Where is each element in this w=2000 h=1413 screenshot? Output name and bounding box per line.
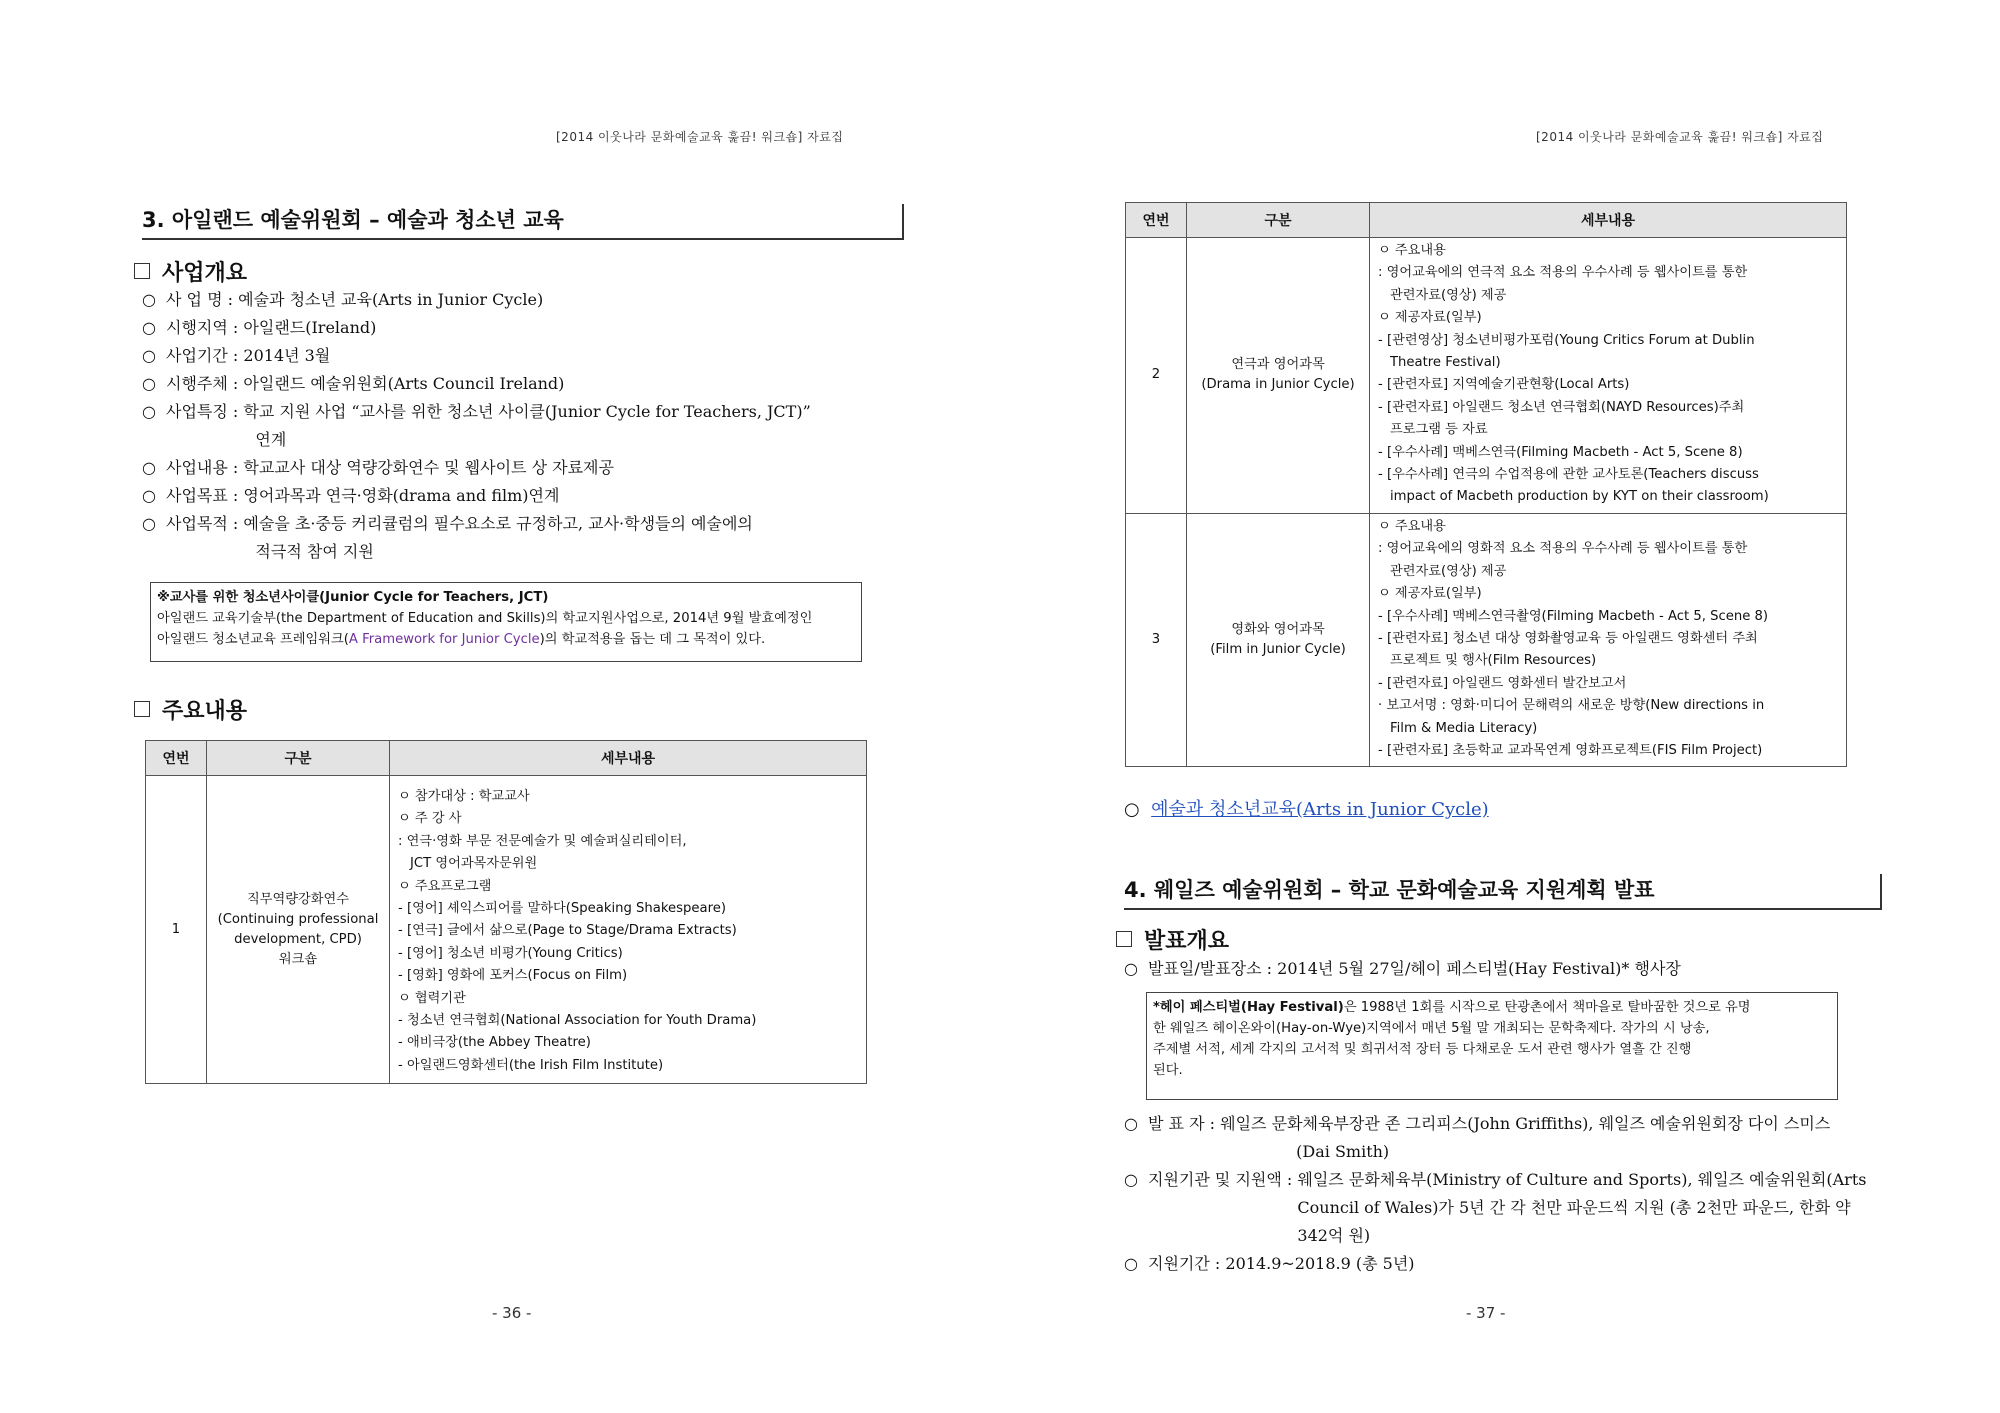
right-page [1000, 0, 2000, 1413]
list-item: ○ 사업목적 : 예술을 초·중등 커리큘럼의 필수요소로 규정하고, 교사·학생들의 예술에의 적극적 참여 지원 [142, 510, 882, 566]
row-number: 1 [146, 776, 207, 1084]
list-item: ○ 발 표 자 : 웨일즈 문화체육부장관 존 그리피스(John Griffiths), 웨일즈 예술위원회장 다이 스미스 (Dai Smith) [1124, 1110, 1884, 1166]
page-number: - 37 - [1466, 1304, 1506, 1322]
content-table-left [145, 740, 867, 1084]
row-details: ㅇ 주요내용 : 영어교육에의 연극적 요소 적용의 우수사례 등 웹사이트를 통한 관련자료(영상) 제공 ㅇ 제공자료(일부) - [관련영상] 청소년비평가포럼(Young Critics Forum at Dublin Theatre Festival) - [관련자료] 지역예술기관현황(Local Arts) - [관련자료] 아일랜드 청소년 연극협회(NAYD Resources)주최 프로그램 등 자료 - [우수사례] 맥베스연극(Filming Macbeth - Act 5, Scene 8) - [우수사례] 연극의 수업적용에 관한 교사토론(Teachers discuss impact of Macbeth production by KYT on their classroom) [1370, 238, 1847, 514]
table-row [1126, 238, 1847, 514]
list-item: ○ 사업목표 : 영어과목과 연극·영화(drama and film)연계 [142, 482, 882, 510]
row-category: 연극과 영어과목 (Drama in Junior Cycle) [1187, 238, 1370, 514]
row-category: 영화와 영어과목 (Film in Junior Cycle) [1187, 513, 1370, 766]
reference-link-line [1124, 795, 1489, 821]
overview-heading: 사업개요 [134, 256, 247, 287]
circle-bullet-icon: ○ [142, 318, 156, 337]
list-item: ○ 사업기간 : 2014년 3월 [142, 342, 882, 370]
list-item: ○ 사업내용 : 학교교사 대상 역량강화연수 및 웹사이트 상 자료제공 [142, 454, 882, 482]
circle-bullet-icon: ○ [142, 374, 156, 393]
col-header-category: 구분 [207, 741, 390, 776]
running-header: [2014 이웃나라 문화예술교육 훑끔! 워크숍] 자료집 [556, 130, 844, 144]
overview-list [142, 286, 882, 566]
list-item: ○ 사 업 명 : 예술과 청소년 교육(Arts in Junior Cycle) [142, 286, 882, 314]
list-item: ○ 지원기관 및 지원액 : 웨일즈 문화체육부(Ministry of Culture and Sports), 웨일즈 예술위원회(Arts Council of Wales)가 5년 간 각 천만 파운드씩 지원 (총 2천만 파운드, 한화 약 342억 원) [1124, 1166, 1884, 1250]
page-number: - 36 - [492, 1304, 532, 1322]
content-table-right [1125, 202, 1847, 767]
note-title: ※교사를 위한 청소년사이클(Junior Cycle for Teachers, JCT) [157, 590, 549, 605]
circle-bullet-icon: ○ [1124, 1114, 1138, 1133]
circle-bullet-icon: ○ [142, 290, 156, 309]
checkbox-square-icon [134, 701, 150, 717]
col-header-no: 연번 [146, 741, 207, 776]
col-header-detail: 세부내용 [390, 741, 867, 776]
note-line: 아일랜드 청소년교육 프레임워크(A Framework for Junior Cycle)의 학교적용을 돕는 데 그 목적이 있다. [157, 632, 766, 647]
jct-note-box [150, 582, 862, 662]
section-title: 3. 아일랜드 예술위원회 – 예술과 청소년 교육 [142, 204, 904, 240]
note-line: 아일랜드 교육기술부(the Department of Education and Skills)의 학교지원사업으로, 2014년 9월 발효예정인 [157, 611, 813, 626]
announce-heading: 발표개요 [1116, 924, 1229, 955]
col-header-category: 구분 [1187, 203, 1370, 238]
announce-date-item [1124, 955, 1884, 983]
col-header-detail: 세부내용 [1370, 203, 1847, 238]
circle-bullet-icon: ○ [142, 402, 156, 421]
list-item: ○ 발표일/발표장소 : 2014년 5월 27일/헤이 페스티벌(Hay Festival)* 행사장 [1124, 955, 1884, 983]
content-heading: 주요내용 [134, 694, 247, 725]
circle-bullet-icon: ○ [142, 458, 156, 477]
note-line: 주제별 서적, 세계 각지의 고서적 및 희귀서적 장터 등 다채로운 도서 관련 행사가 열흘 간 진행 [1153, 1042, 1692, 1057]
hay-festival-note-box: *헤이 페스티벌(Hay Festival)은 1988년 1회를 시작으로 탄광촌에서 책마을로 탈바꿈한 것으로 유명 한 웨일즈 헤이온와이(Hay-on-Wye)지역에서 매년 5월 말 개최되는 문학축제다. 작가의 시 낭송, 주제별 서적, 세계 각지의 고서적 및 희귀서적 장터 등 다채로운 도서 관련 행사가 열흘 간 진행 된다. [1146, 992, 1838, 1100]
row-number: 3 [1126, 513, 1187, 766]
framework-link[interactable]: A Framework for Junior Cycle [348, 632, 540, 647]
circle-bullet-icon: ○ [142, 514, 156, 533]
checkbox-square-icon [1116, 931, 1132, 947]
circle-bullet-icon: ○ [1124, 799, 1152, 820]
row-category: 직무역량강화연수 (Continuing professional development, CPD) 워크숍 [207, 776, 390, 1084]
circle-bullet-icon: ○ [1124, 959, 1138, 978]
col-header-no: 연번 [1126, 203, 1187, 238]
table-row [1126, 513, 1847, 766]
note-title: *헤이 페스티벌(Hay Festival) [1153, 1000, 1344, 1015]
list-item: ○ 시행주체 : 아일랜드 예술위원회(Arts Council Ireland) [142, 370, 882, 398]
row-details: ㅇ 주요내용 : 영어교육에의 영화적 요소 적용의 우수사례 등 웹사이트를 통한 관련자료(영상) 제공 ㅇ 제공자료(일부) - [우수사례] 맥베스연극촬영(Filming Macbeth - Act 5, Scene 8) - [관련자료] 청소년 대상 영화촬영교육 등 아일랜드 영화센터 주최 프로젝트 및 행사(Film Resources) - [관련자료] 아일랜드 영화센터 발간보고서 · 보고서명 : 영화·미디어 문해력의 새로운 방향(New directions in Film & Media Literacy) - [관련자료] 초등학교 교과목연계 영화프로젝트(FIS Film Project) [1370, 513, 1847, 766]
checkbox-square-icon [134, 263, 150, 279]
note-line: 된다. [1153, 1063, 1183, 1078]
circle-bullet-icon: ○ [1124, 1170, 1138, 1189]
circle-bullet-icon: ○ [142, 486, 156, 505]
list-item: ○ 시행지역 : 아일랜드(Ireland) [142, 314, 882, 342]
circle-bullet-icon: ○ [1124, 1254, 1138, 1273]
row-details: ㅇ 참가대상 : 학교교사 ㅇ 주 강 사 : 연극·영화 부문 전문예술가 및 예술퍼실리테이터, JCT 영어과목자문위원 ㅇ 주요프로그램 - [영어] 셰익스피어를 말하다(Speaking Shakespeare) - [연극] 글에서 삶으로(Page to Stage/Drama Extracts) - [영어] 청소년 비평가(Young Critics) - [영화] 영화에 포커스(Focus on Film) ㅇ 협력기관 - 청소년 연극협회(National Association for Youth Drama) - 애비극장(the Abbey Theatre) - 아일랜드영화센터(the Irish Film Institute) [390, 776, 867, 1084]
list-item: ○ 지원기간 : 2014.9~2018.9 (총 5년) [1124, 1250, 1884, 1278]
circle-bullet-icon: ○ [142, 346, 156, 365]
note-line: 한 웨일즈 헤이온와이(Hay-on-Wye)지역에서 매년 5월 말 개최되는 문학축제다. 작가의 시 낭송, [1153, 1021, 1710, 1036]
running-header: [2014 이웃나라 문화예술교육 훑끔! 워크숍] 자료집 [1536, 130, 1824, 144]
list-item: ○ 사업특징 : 학교 지원 사업 “교사를 위한 청소년 사이클(Junior Cycle for Teachers, JCT)” 연계 [142, 398, 882, 454]
announce-list [1124, 1110, 1884, 1278]
arts-in-junior-cycle-link[interactable]: 예술과 청소년교육(Arts in Junior Cycle) [1151, 799, 1489, 820]
table-row [146, 776, 867, 1084]
section-title: 4. 웨일즈 예술위원회 – 학교 문화예술교육 지원계획 발표 [1124, 874, 1882, 910]
row-number: 2 [1126, 238, 1187, 514]
